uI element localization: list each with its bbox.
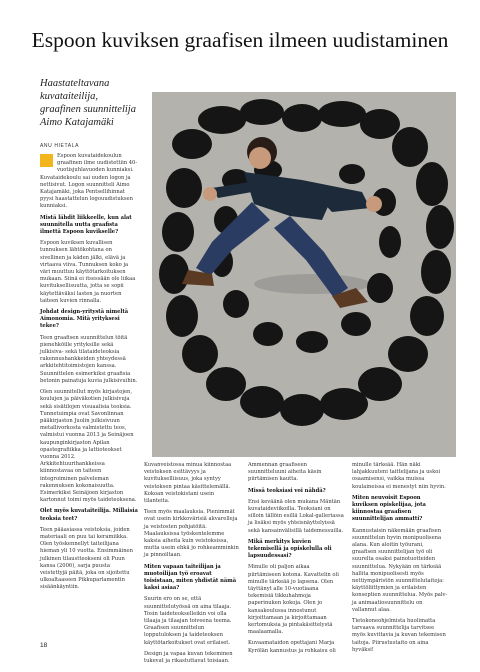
- article-title: Espoon kuviksen graafisen ilmeen uudistaminen: [31, 28, 449, 52]
- paragraph: Kuvanveistossa minua kiinnostaa veistoksen esittävyys ja kuvitukselliisuus, joka syntyy veistoksen pintaa käsittelemällä. Kokoan veistokistani usein tilanteita.: [144, 462, 232, 505]
- paragraph: Kuvaamataidon opettajani Marja Kyrölän kannustus ja rohkaisu oli: [248, 640, 336, 654]
- paragraph: [40, 153, 138, 211]
- interview-question: Mikä merkitys kuvien tekemisellä ja opiskelulla oli lapsuudessasi?: [248, 538, 332, 560]
- paragraph: Ammennan graafiseen suunnitteluuni aiheita käsin piirtämisen kautta.: [248, 462, 322, 483]
- interview-question: Mistä lähdit liikkeelle, kun alat suunnitella uutta graafista ilmettä Espoon kuvikselle?: [40, 214, 132, 236]
- paragraph: Teen pääasiassa veistoksia, joiden materiaali on puu tai keramiikka. Olen työskennellyt taiteilijana hieman yli 10 vuotta. Ensimmäinen julkinen tilaustteokseni oli Puun kansa (2006), sarja puusta veistettyjä päitä, joka on sijoitettu ulkoaltaaseen Pikkuparlamentin sisäänkäyntiin.: [40, 526, 133, 591]
- article-intro: Haastateltavana kuvataiteilija, graafinen suunnittelija Aimo Katajamäki: [40, 78, 136, 128]
- interview-question: Miten vapaan taiteilijan ja muotoilijan työ eroavat toisistaan, miten yhdistät nämä kaksi asiaa?: [144, 563, 237, 592]
- paragraph: Espoon kuviksen kuvallisen tunnuksen lähtökohtana on sivellinen ja käden jälki, elävä ja virtaava viiva. Tunnuksen koko ja väri muuttuu käyttötarkoituksen mukaan. Siinä ei itsessään ole liikaa kuvituksellisuutta, jotta se sopii käytettäväksi lasten ja nuorten taiteen kuvien rinnalla.: [40, 240, 136, 304]
- paragraph: Tietokoneohjelmista huolimatta tarvaava suunnittelija tarvitsee myös kuvittavia ja kuvan tekemisen taitoja. Piirustustaito on aina hyväksi!: [352, 618, 446, 653]
- article-column-4: [352, 462, 448, 658]
- paragraph: Minulle oli paljon aikaa piirtämiseen kotona. Kavattelin oli minulle tärkeää jo lapsena. Olen täyttänyt alle 10-vuotiaana tekemisiä tikkuhahmoja paperinuken kokoja. Olen jo kansakoulussa innostunut kirjoittamaan ja kirjoittamaan kertomuksia ja pintakäsittelystä maalaamalla.: [248, 564, 339, 636]
- article-column-3: [248, 462, 344, 659]
- paragraph: Teen myös maalauksia. Pienimmät ovat usein kirkkovärisiä akvarelleja ja veistosten pohjatöitä. Maalauksissa työskentelemme kaksia aiheita kuin veistoksissa, mutta usein ehkä jo rohkeamminkin ja pinnoiltaan.: [144, 509, 239, 559]
- page-number: 18: [40, 642, 48, 649]
- interview-question: Johdat design-yritystä nimeltä Aimonomia. Mitä yrityksesi tekee?: [40, 309, 129, 330]
- paragraph: Kannustaisin näkemään graafisen suunnittelun hyvin monipuolisena alana. Kun aloitin työurani, graafisen suunnittelijan työ oli suurelta osaksi painotuotteiden suunnittelua. Nykyään on tärkeää hallita monipuolisesti myös nettiympäristön suunnittelutaitoja: käyttöliittymien ja erilaisten konseptien suunnittelua. Myös palv- ja animaatiosuunnittelu on vallannut alaa.: [352, 527, 448, 613]
- paragraph-text: Espoon kuvataidekoulun graafinen ilme uudistettiin 40-vuotisjuhlavuoden kunniaksi. Kuvataidekoulu sai uuden logon ja nettisivut. Logon suunnitteli Aimo Katajamäki, joka Pentsellihinnat pyysi haastattelun logouudistuksen kunniaksi.: [40, 153, 138, 210]
- interview-question: Olet myös kuvataiteilija. Millaisia teoksia teet?: [40, 508, 138, 522]
- interview-question: Miten neuvoisit Espoon kuviksen opiskelijaa, jota kiinnostaa graafisen suunnittelijan ammatti?: [352, 494, 426, 523]
- paragraph: Suurin ero on se, että suunnittelutyössä on aina tilaaja. Tosin taideteokselleikin voi olla tilaaja ja tilaajan toiveena teema. Graafisen suunnittelun lopputuloksen ja taideteoksen käyttötarkoitukset ovat erilaiset.: [144, 596, 232, 646]
- paragraph: minulle tärkeää. Hän näki lahjakkuuteni taittelijana ja uskoi osaamisensi, vaikka muissa koulaineissa ei menestyt niin hyvin.: [352, 462, 446, 490]
- article-column-1: [40, 153, 138, 596]
- article-column-2: [144, 462, 240, 669]
- paragraph: Ensi keväänä olen mukana Mäntän kuvataideviikoilla. Teoksiani on silloin tällöin esillä Lokal-galleriassa ja lisäksi myös yhteisnäyttelyissä sekä kansainvälisillä taidemessuilla.: [248, 498, 344, 534]
- paragraph: Design ja vapaa kuvan tekeminen tukevat ja rikastuttavat toisiaan.: [144, 650, 233, 665]
- article-photo: [152, 92, 456, 457]
- paragraph: Olen suunnitellut myös kirjastojen, koulujen ja päiväkotien julkisivuja sekä sisätilojen visuaalisia teoksia. Tunnetuimpia ovat Savonlinnan pääkirjaston Juolin julkisivuun metallivorkosta valmistettu teos, valmistui vuonna 2013 ja Seinäjoen kaupunginkirjaston Apilan opastegrafiikka ja lattioteokset vuonna 2012. Arkkitehtuurihankkeissa kiinnostavaa on taiteen integroiminen palveleman rakennuksen kokonaisuutta. Esimerkiksi Seinäjoen kirjaston kartonnut toimi myös taideteoksena.: [40, 389, 137, 504]
- paragraph: Teen graafisen suunnittelun töitä pienehköille yrityksille sekä julkisiva- sekä tilataideteoksia rakennushankkeiden yhteydessä arkkitehtitoimistojen kanssa. Suunnittelen esimerkiksi graafisia betonin painatuja kuvia julkisivuihin.: [40, 334, 138, 384]
- drop-cap-marker: [40, 154, 53, 167]
- byline: ANU HIETALA: [40, 143, 80, 149]
- interview-question: Missä teoksiasi voi nähdä?: [248, 487, 326, 494]
